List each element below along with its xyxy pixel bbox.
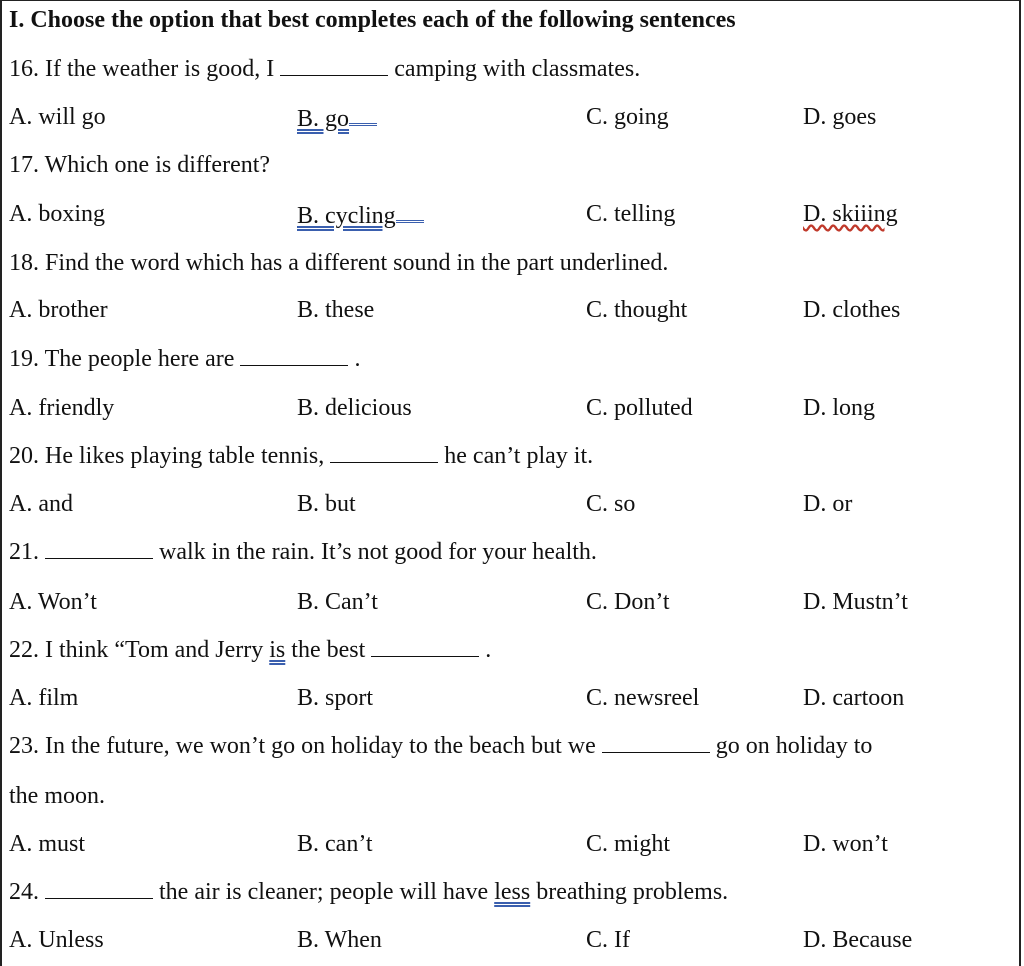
question-22: 22. I think “Tom and Jerry is the best . [9,637,492,663]
answer-blank [240,345,348,366]
option-21c: C. Don’t [586,589,670,615]
option-23a: A. must [9,831,86,857]
option-17b: B. cycling [297,200,424,230]
option-24a: A. Unless [9,927,104,953]
option-18b: B. these [297,297,375,323]
answer-blank [45,878,153,899]
option-18d: D. clothes [803,297,901,323]
option-20c: C. so [586,491,636,517]
option-23c: C. might [586,831,671,857]
section-heading: I. Choose the option that best completes each of the following sentences [9,7,736,33]
option-17a: A. boxing [9,201,105,227]
option-19b: B. delicious [297,395,412,421]
option-16a: A. will go [9,104,106,130]
option-16b: B. go [297,103,377,133]
option-16d: D. goes [803,104,877,130]
option-22a: A. film [9,685,79,711]
answer-blank [45,538,153,559]
option-23b: B. can’t [297,831,373,857]
option-24b: B. When [297,927,382,953]
option-23d: D. won’t [803,831,888,857]
answer-blank [602,732,710,753]
option-22d: D. cartoon [803,685,905,711]
question-23-continued: the moon. [9,783,105,809]
option-21d: D. Mustn’t [803,589,908,615]
question-24: 24. the air is cleaner; people will have less breathing problems. [9,879,729,905]
question-17: 17. Which one is different? [9,152,271,178]
option-24c: C. If [586,927,630,953]
option-21a: A. Won’t [9,589,97,615]
question-16: 16. If the weather is good, I camping with classmates. [9,56,641,82]
option-17c: C. telling [586,201,676,227]
answer-blank [371,636,479,657]
question-19: 19. The people here are . [9,346,361,372]
option-19c: C. polluted [586,395,693,421]
question-18: 18. Find the word which has a different sound in the part underlined. [9,250,669,276]
option-19a: A. friendly [9,395,115,421]
question-21: 21. walk in the rain. It’s not good for your health. [9,539,597,565]
option-20a: A. and [9,491,73,517]
question-23: 23. In the future, we won’t go on holiday to the beach but we go on holiday to [9,733,873,759]
option-19d: D. long [803,395,875,421]
option-22b: B. sport [297,685,374,711]
option-17d: D. skiiing [803,201,898,227]
option-20d: D. or [803,491,853,517]
option-21b: B. Can’t [297,589,378,615]
option-20b: B. but [297,491,356,517]
option-16c: C. going [586,104,669,130]
question-20: 20. He likes playing table tennis, he can’t play it. [9,443,594,469]
option-18c: C. thought [586,297,688,323]
option-24d: D. Because [803,927,913,953]
option-22c: C. newsreel [586,685,700,711]
option-18a: A. brother [9,297,108,323]
answer-blank [280,55,388,76]
answer-blank [330,442,438,463]
